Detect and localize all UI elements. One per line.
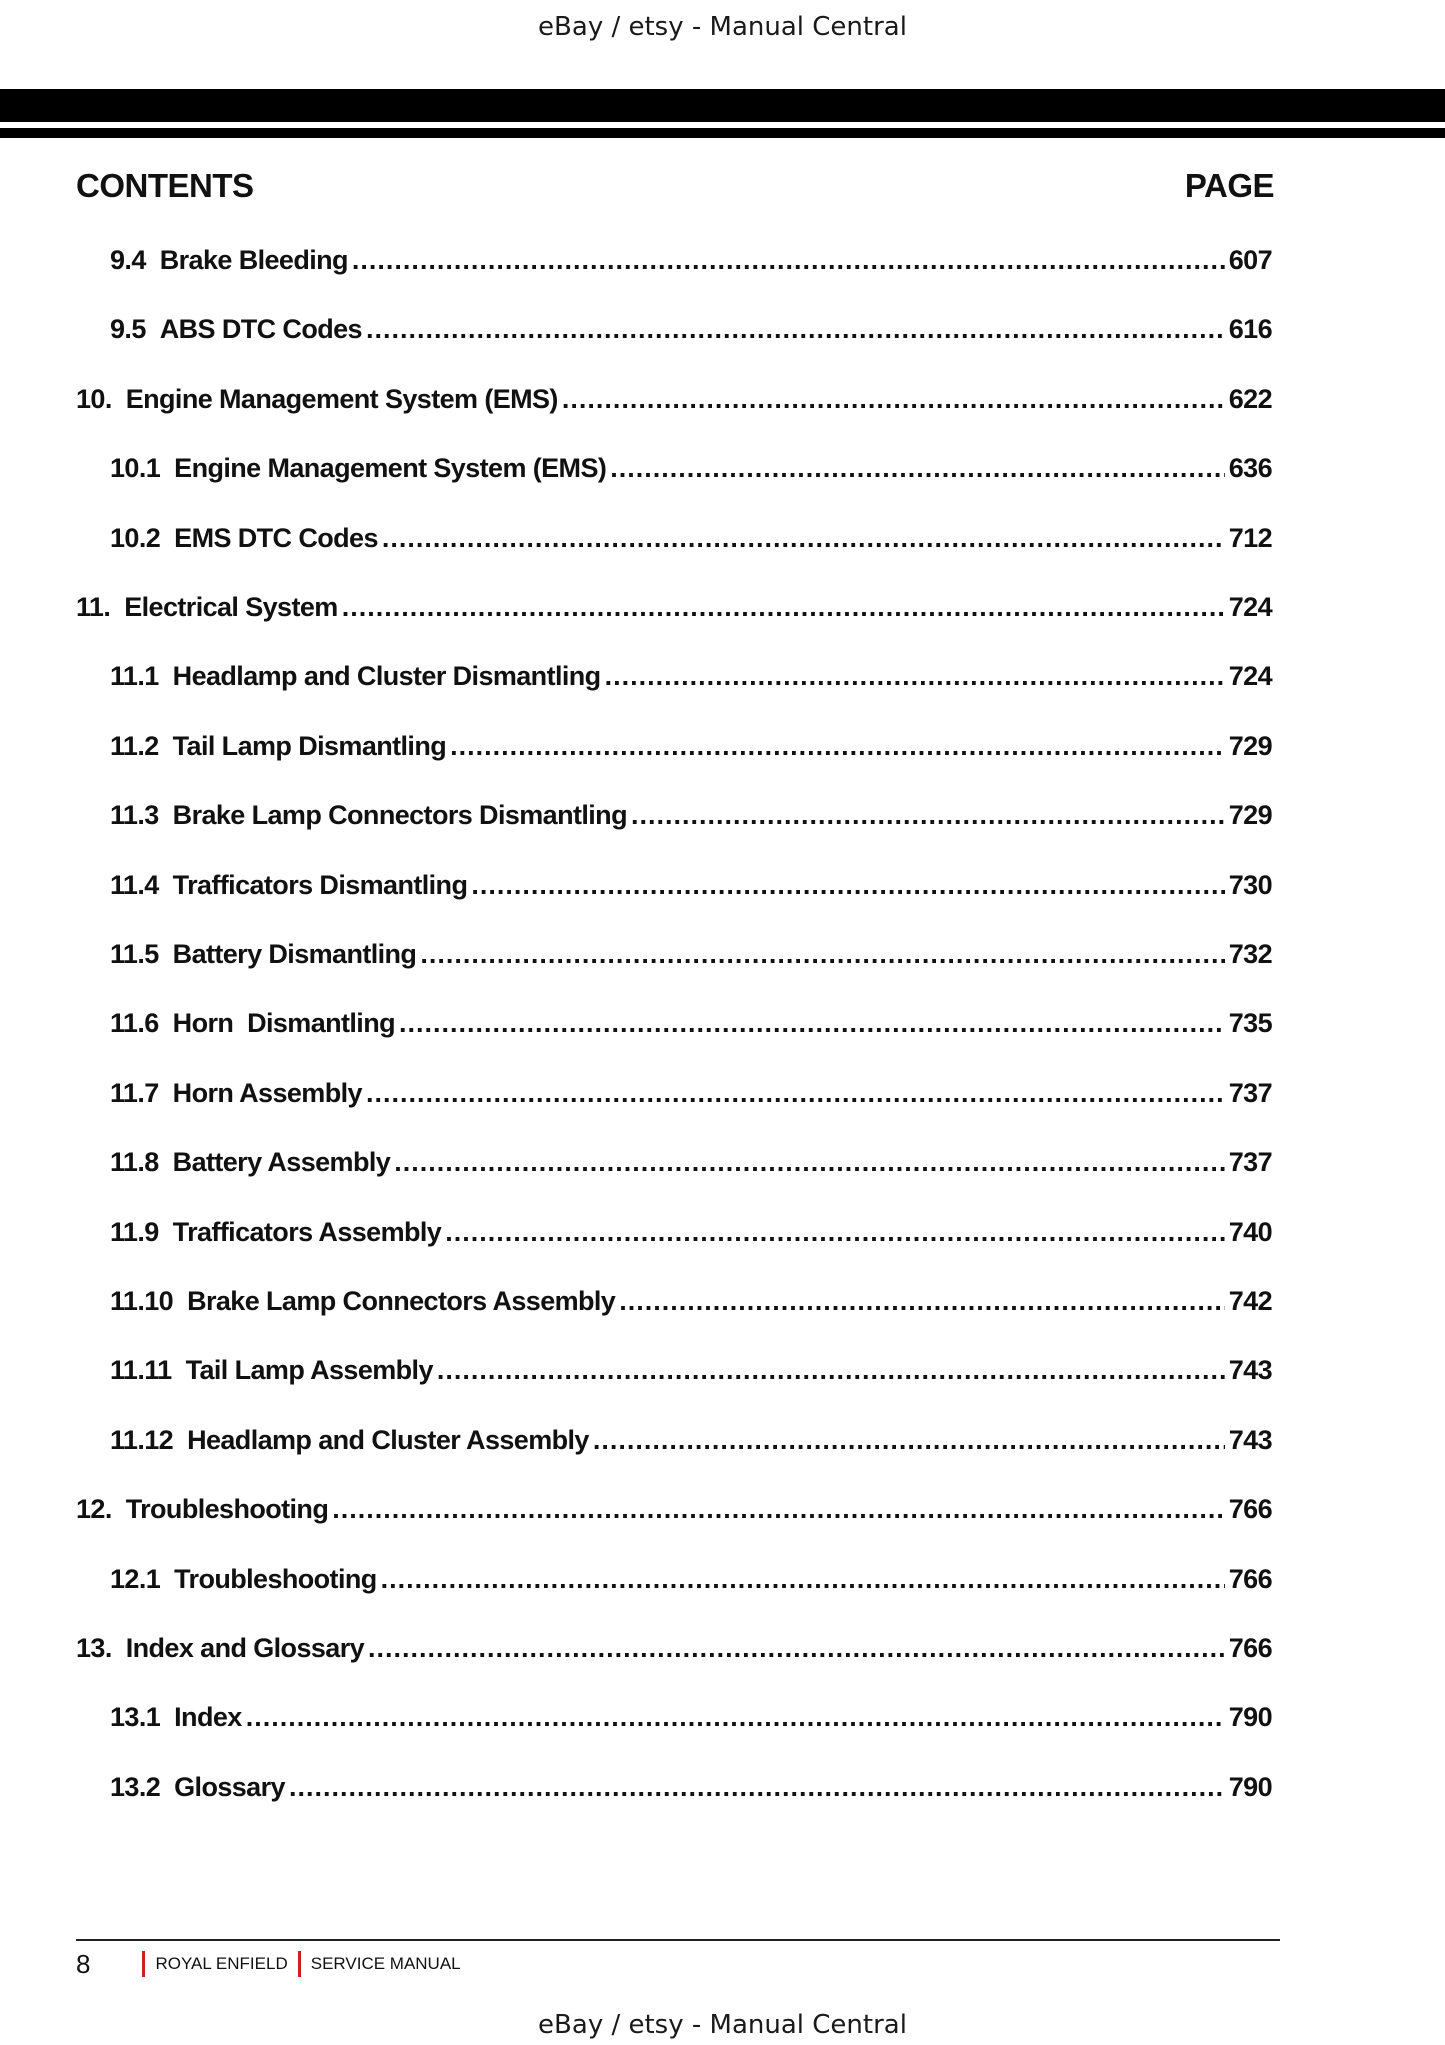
toc-entry[interactable] (110, 999, 1272, 1039)
footer-separator (142, 1951, 145, 1977)
toc-entry[interactable] (110, 1277, 1272, 1317)
toc-leader-dots (366, 1078, 1225, 1109)
toc-entry-page: 712 (1228, 523, 1272, 553)
toc-entry-number: 12. (76, 1494, 112, 1524)
toc-entry[interactable] (110, 1208, 1272, 1248)
footer-separator (298, 1951, 301, 1977)
toc-leader-dots (368, 1633, 1225, 1664)
toc-entry-title: Tail Lamp Dismantling (172, 731, 447, 761)
toc-leader-dots (437, 1355, 1225, 1386)
toc-entry-page: 766 (1228, 1494, 1272, 1524)
toc-leader-dots (366, 314, 1225, 345)
toc-entry[interactable] (76, 583, 1272, 623)
toc-entry-title: Brake Bleeding (159, 245, 348, 275)
toc-leader-dots (420, 939, 1224, 970)
toc-leader-dots (382, 523, 1225, 554)
toc-leader-dots (246, 1702, 1225, 1733)
toc-entry-title: Horn Assembly (172, 1078, 362, 1108)
toc-entry-title: Engine Management System (EMS) (174, 453, 607, 483)
toc-entry-page: 636 (1228, 453, 1272, 483)
toc-entry-title: Index and Glossary (125, 1633, 365, 1663)
toc-entry[interactable] (110, 1138, 1272, 1178)
header-bar-thin (0, 128, 1445, 138)
toc-leader-dots (352, 245, 1225, 276)
toc-entry-number: 11.4 (110, 870, 159, 900)
toc-entry-title: Glossary (174, 1772, 285, 1802)
toc-entry-title: Horn Dismantling (172, 1008, 395, 1038)
toc-entry-title: Troubleshooting (174, 1564, 377, 1594)
toc-entry-number: 10. (76, 384, 112, 414)
toc-entry-number: 11.1 (110, 661, 159, 691)
toc-entry-number: 11.5 (110, 939, 159, 969)
toc-entry-number: 11.12 (110, 1425, 174, 1455)
toc-entry-page: 735 (1228, 1008, 1272, 1038)
toc-entry-title: Trafficators Dismantling (172, 870, 468, 900)
toc-entry[interactable] (76, 1485, 1272, 1525)
toc-leader-dots (399, 1008, 1225, 1039)
toc-entry-page: 607 (1228, 245, 1272, 275)
toc-entry-number: 12.1 (110, 1564, 161, 1594)
toc-entry-page: 790 (1228, 1772, 1272, 1802)
toc-entry[interactable] (110, 305, 1272, 345)
toc-entry-page: 730 (1228, 870, 1272, 900)
toc-entry-page: 740 (1228, 1217, 1272, 1247)
toc-entry-page: 766 (1228, 1564, 1272, 1594)
toc-leader-dots (289, 1772, 1225, 1803)
toc-entry-title: Headlamp and Cluster Assembly (187, 1425, 589, 1455)
toc-entry[interactable] (110, 1346, 1272, 1386)
toc-entry[interactable] (110, 444, 1272, 484)
toc-entry-page: 724 (1228, 661, 1272, 691)
toc-entry-number: 11. (76, 592, 111, 622)
toc-entry-number: 11.11 (110, 1355, 172, 1385)
footer (76, 1944, 471, 1984)
footer-doc-title: SERVICE MANUAL (310, 1954, 461, 1973)
header-bar-thick (0, 89, 1445, 122)
toc-leader-dots (605, 661, 1225, 692)
toc-leader-dots (471, 870, 1224, 901)
footer-page-number: 8 (76, 1948, 91, 1979)
toc-leader-dots (593, 1425, 1225, 1456)
toc-entry[interactable] (110, 652, 1272, 692)
toc-entry-title: Electrical System (124, 592, 338, 622)
toc-entry[interactable] (110, 1416, 1272, 1456)
toc-entry[interactable] (110, 1555, 1272, 1595)
toc-entry-title: Troubleshooting (125, 1494, 329, 1524)
toc-entry-number: 11.9 (110, 1217, 159, 1247)
toc-leader-dots (381, 1564, 1225, 1595)
watermark-bottom: eBay / etsy - Manual Central (538, 2010, 907, 2040)
toc-entry-page: 616 (1228, 314, 1272, 344)
toc-entry[interactable] (76, 1624, 1272, 1664)
toc-entry-page: 737 (1228, 1147, 1272, 1177)
toc-entry-number: 11.7 (110, 1078, 159, 1108)
toc-leader-dots (332, 1494, 1225, 1525)
page-column-label: PAGE (1184, 167, 1274, 204)
toc-entry-page: 732 (1228, 939, 1272, 969)
toc-entry[interactable] (110, 236, 1272, 276)
toc-entry[interactable] (110, 1763, 1272, 1803)
toc-entry-title: Tail Lamp Assembly (185, 1355, 433, 1385)
toc-entry-number: 9.4 (110, 245, 146, 275)
toc-leader-dots (394, 1147, 1225, 1178)
contents-label: CONTENTS (76, 167, 254, 204)
toc-entry-number: 9.5 (110, 314, 146, 344)
toc-entry-page: 729 (1228, 731, 1272, 761)
toc-entry[interactable] (110, 1069, 1272, 1109)
toc-entry-number: 11.3 (110, 800, 159, 830)
toc-entry-title: Trafficators Assembly (172, 1217, 442, 1247)
toc-entry[interactable] (110, 861, 1272, 901)
toc-leader-dots (610, 453, 1225, 484)
footer-rule (76, 1939, 1280, 1941)
toc-entry-title: Brake Lamp Connectors Dismantling (172, 800, 627, 830)
toc-entry[interactable] (110, 791, 1272, 831)
toc-leader-dots (445, 1217, 1225, 1248)
toc-entry[interactable] (110, 1693, 1272, 1733)
footer-brand: ROYAL ENFIELD (155, 1954, 288, 1973)
toc-leader-dots (342, 592, 1225, 623)
toc-entry-page: 724 (1228, 592, 1272, 622)
toc-entry-page: 766 (1228, 1633, 1272, 1663)
toc-entry-number: 13. (76, 1633, 112, 1663)
toc-leader-dots (619, 1286, 1225, 1317)
toc-entry-number: 13.2 (110, 1772, 161, 1802)
toc-entry-number: 10.1 (110, 453, 161, 483)
toc-leader-dots (562, 384, 1225, 415)
toc-entry-title: Battery Dismantling (172, 939, 417, 969)
toc-entry-page: 742 (1228, 1286, 1272, 1316)
toc-entry-number: 11.8 (110, 1147, 159, 1177)
toc-entry-page: 743 (1228, 1425, 1272, 1455)
toc-entry[interactable] (110, 722, 1272, 762)
toc-entry-title: Brake Lamp Connectors Assembly (187, 1286, 616, 1316)
contents-header (76, 167, 1274, 205)
toc-entry[interactable] (76, 375, 1272, 415)
toc-entry-title: Index (174, 1702, 242, 1732)
toc-leader-dots (450, 731, 1225, 762)
toc-entry-page: 743 (1228, 1355, 1272, 1385)
toc-entry-page: 790 (1228, 1702, 1272, 1732)
toc-entry-title: Engine Management System (EMS) (125, 384, 558, 414)
toc-entry-title: Headlamp and Cluster Dismantling (172, 661, 601, 691)
toc-entry-page: 737 (1228, 1078, 1272, 1108)
toc-leader-dots (631, 800, 1225, 831)
toc-entry[interactable] (110, 514, 1272, 554)
toc-entry-number: 11.6 (110, 1008, 159, 1038)
toc-entry-number: 10.2 (110, 523, 161, 553)
toc-entry-page: 729 (1228, 800, 1272, 830)
toc-entry-number: 11.10 (110, 1286, 174, 1316)
toc-entry-page: 622 (1228, 384, 1272, 414)
toc-entry-number: 11.2 (110, 731, 159, 761)
toc-entry[interactable] (110, 930, 1272, 970)
watermark-top: eBay / etsy - Manual Central (538, 12, 907, 42)
toc-entry-number: 13.1 (110, 1702, 161, 1732)
toc-entry-title: ABS DTC Codes (159, 314, 362, 344)
toc-entry-title: EMS DTC Codes (174, 523, 378, 553)
toc-entry-title: Battery Assembly (172, 1147, 391, 1177)
